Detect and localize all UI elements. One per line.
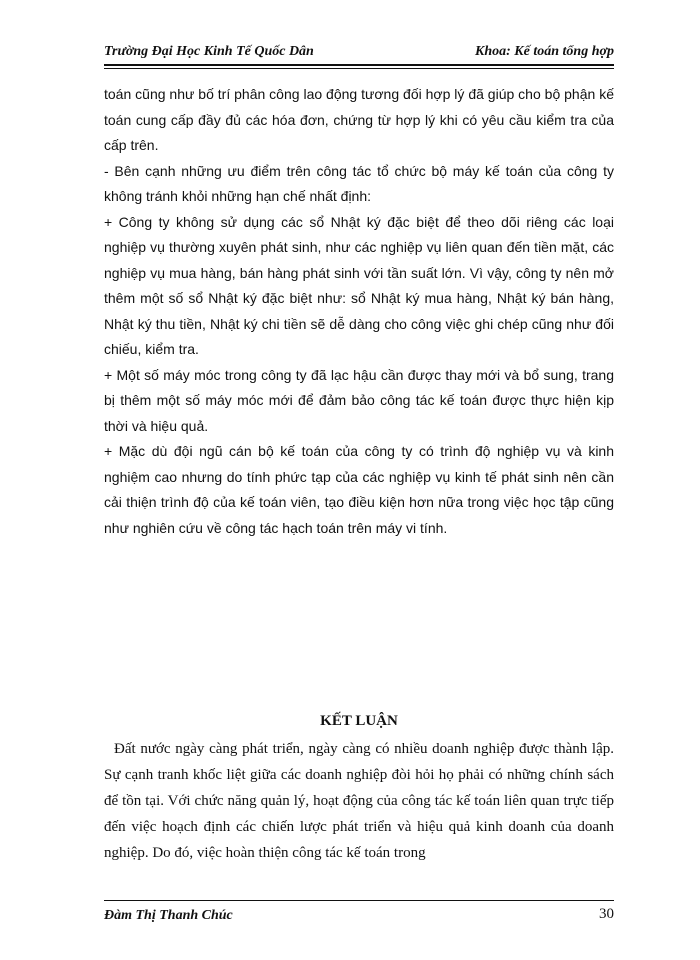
conclusion-paragraph: Đất nước ngày càng phát triển, ngày càng có nhiều doanh nghiệp được thành lập. Sự cạnh tranh khốc liệt giữa các doanh nghiệp đòi hỏi họ phải có những chính sách để tồn tại. Với chức năng quản lý, hoạt động của công tác kế toán liên quan trực tiếp đến việc hoạch định các chiến lược phát triển và hiệu quả kinh doanh của doanh nghiệp. Do đó, việc hoàn thiện công tác kế toán trong [104,741,614,861]
header-rule [104,64,614,66]
conclusion-title: KẾT LUẬN [320,713,398,729]
body-paragraph: + Mặc dù đội ngũ cán bộ kế toán của công ty có trình độ nghiệp vụ và kinh nghiệm cao nhưng do tính phức tạp của các nghiệp vụ kinh tế phát sinh nên cần cải thiện trình độ của kế toán viên, tạo điều kiện hơn nữa trong việc học tập cũng như nghiên cứu về công tác hạch toán trên máy vi tính. [104,443,614,536]
page-number: 30 [599,906,614,922]
body-paragraph: toán cũng như bố trí phân công lao động tương đối hợp lý đã giúp cho bộ phận kế toán cung cấp đầy đủ các hóa đơn, chứng từ hợp lý khi có yêu cầu kiểm tra của cấp trên. [104,86,614,153]
header-department: Khoa: Kế toán tổng hợp [475,44,614,59]
footer-author: Đàm Thị Thanh Chúc [104,908,233,923]
body-paragraph: + Công ty không sử dụng các sổ Nhật ký đặc biệt để theo dõi riêng các loại nghiệp vụ thường xuyên phát sinh, như các nghiệp vụ liên quan đến tiền mặt, các nghiệp vụ mua hàng, bán hàng phát sinh với tần suất lớn. Vì vậy, công ty nên mở thêm một số sổ Nhật ký đặc biệt như: sổ Nhật ký mua hàng, Nhật ký bán hàng, Nhật ký thu tiền, Nhật ký chi tiền sẽ dễ dàng cho công việc ghi chép cũng như đối chiếu, kiểm tra. [104,213,614,357]
header-rule-thin [104,68,614,69]
page-footer [104,904,614,926]
body-paragraph: + Một số máy móc trong công ty đã lạc hậu cần được thay mới và bổ sung, trang bị thêm một số máy móc mới để đảm bảo công tác kế toán được thực hiện kịp thời và hiệu quả. [104,366,614,434]
header-university: Trường Đại Học Kinh Tế Quốc Dân [104,44,314,59]
conclusion-text [104,736,614,866]
footer-rule [104,900,614,901]
body-paragraph: - Bên cạnh những ưu điểm trên công tác tổ chức bộ máy kế toán của công ty không tránh khỏi những hạn chế nhất định: [104,162,614,204]
page-header [104,40,614,62]
body-text [104,82,614,541]
